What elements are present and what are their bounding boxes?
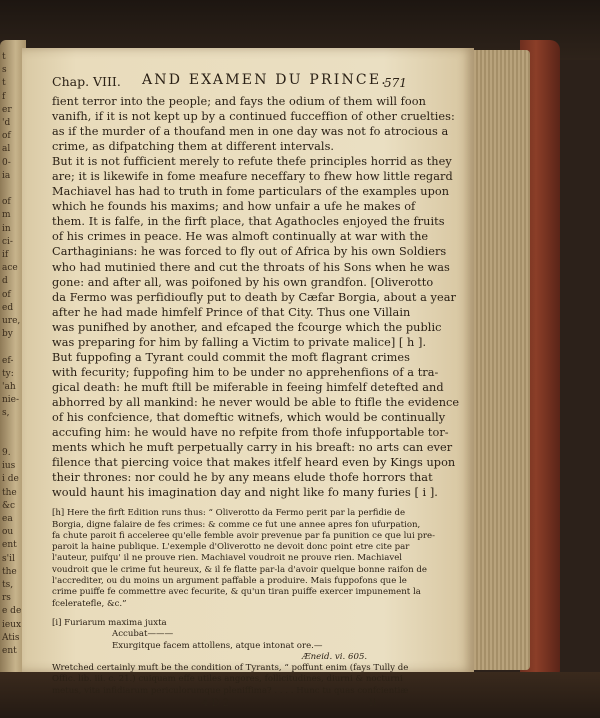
text-line: was preparing for him by falling a Victim to private malice] [ h ]. — [52, 335, 427, 349]
left-page-fragment-text: if — [2, 250, 9, 260]
text-line: vanifh, if it is not kept up by a continued fucceffion of other cruelties: — [52, 110, 455, 124]
text-line: their thrones: nor could he by any means elude thofe horrors that — [52, 471, 433, 485]
left-page-fragment-text: the — [2, 566, 17, 577]
footnote-line: crime puiffe fe commettre avec fecurite, & qu'un tiran puiffe exercer impunement la — [52, 587, 421, 598]
left-page-fragment-text: ent — [2, 646, 17, 656]
signature-mark: 4 D 2 — [202, 698, 230, 710]
footnote-line: fa chute paroit fi acceleree qu'elle femble avoir prevenue par fa punition ce que lui pre- — [52, 530, 436, 541]
left-page-fragment-text: rs — [2, 593, 11, 604]
left-page-fragment-text: er — [2, 104, 12, 115]
left-page-fragment-text: 'ah — [2, 382, 16, 392]
footnote-h — [52, 508, 462, 610]
text-line: accufing him: he would have no refpite from thofe infupportable tor- — [52, 426, 449, 440]
left-page-fragment-text: ou — [2, 527, 14, 538]
text-line: as if the murder of a thoufand men in one day was not fo atrocious a — [52, 125, 449, 139]
left-page-fragment-text: m — [2, 210, 11, 221]
footnote-i-reference: Æneid. vi. 605. — [302, 651, 368, 662]
left-page-fragment-text: ieux — [2, 619, 22, 630]
running-header — [52, 72, 462, 94]
left-page-fragment-text: ef- — [2, 355, 14, 366]
text-line: Machiavel has had to truth in fome particulars of the examples upon — [52, 185, 450, 199]
footnote-i — [52, 618, 462, 697]
text-line: them. It is falfe, in the firft place, that Agathocles enjoyed the fruits — [52, 215, 445, 229]
left-page-fragment-text: ent — [2, 540, 17, 551]
left-page-fragment-text: ed — [2, 302, 14, 313]
text-line: who had mutinied there and cut the throats of his Sons when he was — [52, 260, 450, 274]
left-page-fragment-text: &c — [2, 500, 16, 511]
page-edges — [470, 50, 530, 670]
left-page-fragment-text: ure, — [2, 316, 21, 326]
left-page-fragment-text: ia — [2, 170, 11, 181]
catchword: It — [369, 698, 377, 710]
left-page-fragment-text: e de — [2, 606, 22, 617]
page-number: 571 — [384, 76, 407, 90]
left-page-fragment-text: Atis — [2, 632, 20, 643]
left-page-fragment-text: ace — [2, 263, 18, 274]
left-page-fragment-text: d — [2, 276, 8, 287]
left-page-fragment-text: ius — [2, 461, 16, 472]
text-line: But it is not fufficient merely to refute thefe principles horrid as they — [52, 155, 452, 169]
text-line: gical death: he muft ftill be miferable in feeing himfelf detefted and — [52, 380, 444, 394]
text-line: gone: and after all, was poifoned by his own grandfon. [Oliverotto — [52, 275, 434, 289]
left-page-fragment-text: by — [2, 329, 13, 340]
running-title: AND EXAMEN DU PRINCE. — [142, 72, 388, 88]
text-line: with fecurity; fuppofing him to be under no apprehenfions of a tra- — [52, 365, 439, 379]
text-line: was punifhed by another, and efcaped the fcourge which the public — [52, 320, 442, 334]
left-page-fragment-text: i de — [2, 474, 19, 485]
text-line: of his confcience, that domeftic witnefs, which would be continually — [52, 410, 446, 424]
left-page-fragment-text: 0- — [2, 157, 11, 168]
left-page-fragment-text: ts, — [2, 580, 14, 590]
footnote-line: Offic. lib. iii. c. 21.) cuiquam effe utiles angores, follicitudines, diurni & nocturni — [52, 674, 403, 685]
left-page-fragment-text: s'il — [2, 553, 15, 564]
left-page-fragment-text: s, — [2, 408, 10, 419]
text-line: are; it is likewife in fome meafure neceffary to fhew how little regard — [52, 170, 453, 184]
left-page-fragment-text: of — [2, 197, 11, 208]
footnote-i-verse — [52, 618, 462, 652]
footnote-line: paroit la haine publique. L'exemple d'Oliverotto ne devoit donc point etre cite par — [52, 542, 410, 553]
text-line: da Fermo was perfidioufly put to death by Cæfar Borgia, about a year — [52, 290, 456, 304]
text-line: filence that piercing voice that makes itfelf heard even by Kings upon — [52, 456, 456, 470]
footnote-line: voudroit que le crime fut heureux, & il fe flatte par-la d'avoir quelque bonne raifon de — [52, 564, 427, 575]
text-line: which he founds his maxims; and how unfair a ufe he makes of — [52, 200, 416, 214]
text-line: fient terror into the people; and fays the odium of them will foon — [52, 95, 426, 108]
left-page-fragment-text: s — [2, 65, 7, 76]
left-page-fragment-text: nie- — [2, 395, 20, 406]
text-line: after he had made himfelf Prince of that City. Thus one Villain — [52, 305, 411, 319]
text-line: would haunt his imagination day and night like fo many furies [ i ]. — [52, 486, 438, 500]
left-page-fragment-text: of — [2, 131, 11, 142]
left-page-fragment-text: ty: — [2, 368, 14, 379]
footnote-line: [h] Here the firft Edition runs thus: “ Oliverotto da Fermo perit par la perfidie de — [52, 508, 406, 519]
footnote-line: Borgia, digne falaire de fes crimes: & comme ce fut une annee apres fon ufurpation, — [52, 519, 421, 530]
verse-line: Accubat——— — [112, 629, 174, 640]
text-line: ments which he muft perpetually carry in his breaft: no arts can ever — [52, 441, 453, 455]
left-page-fragment-text: al — [2, 144, 11, 155]
left-page-fragment-text: t — [2, 52, 6, 62]
text-line: But fuppofing a Tyrant could commit the moft flagrant crimes — [52, 350, 410, 364]
body-text — [52, 94, 462, 500]
chapter-label: Chap. VIII. — [52, 74, 121, 89]
left-page-fragment-text: 9. — [2, 448, 11, 458]
left-page-fragment-text: in — [2, 223, 11, 234]
footnote-line: Wretched certainly muft be the condition of Tyrants, “ poffunt enim (fays Tully de — [52, 663, 409, 674]
text-line: crime, as difpatching them at different intervals. — [52, 140, 335, 154]
footnote-line: fceleratefle, &c.” — [52, 598, 127, 609]
signature-line — [52, 698, 462, 711]
left-page-fragment-text: of — [2, 289, 11, 300]
footnote-i-text — [52, 663, 462, 697]
left-page-fragment-text: f — [2, 91, 6, 102]
footnote-line: l'auteur, puifqu' il ne prouve rien. Machiavel voudroit ne prouve rien. Machiavel — [52, 553, 403, 564]
footnote-line: l'accrediter, ou du moins un argument paffable a produire. Mais fuppofons que le — [52, 576, 407, 587]
footnote-line: metus, vita infidiarum periculorumque pleniffima? . . . . Hunc tu quas confcientiæ — [52, 685, 409, 696]
text-line: Carthaginians: he was forced to fly out of Africa by his own Soldiers — [52, 245, 447, 259]
left-page-fragment-text: 'd — [2, 118, 11, 128]
left-page-fragment-text: the — [2, 487, 17, 498]
verse-line: Exurgitque facem attollens, atque intonat ore.— — [112, 640, 323, 651]
left-page-fragment-text: ea — [2, 514, 13, 524]
page-content — [52, 72, 462, 711]
text-line: abhorred by all mankind: he never would be able to ftifle the evidence — [52, 395, 460, 409]
verse-line: [i] Furiarum maxima juxta — [52, 617, 167, 628]
left-page-fragment-text: ci- — [2, 236, 13, 247]
left-page-fragment-text: t — [2, 78, 6, 89]
text-line: of his crimes in peace. He was almoft continually at war with the — [52, 230, 429, 244]
